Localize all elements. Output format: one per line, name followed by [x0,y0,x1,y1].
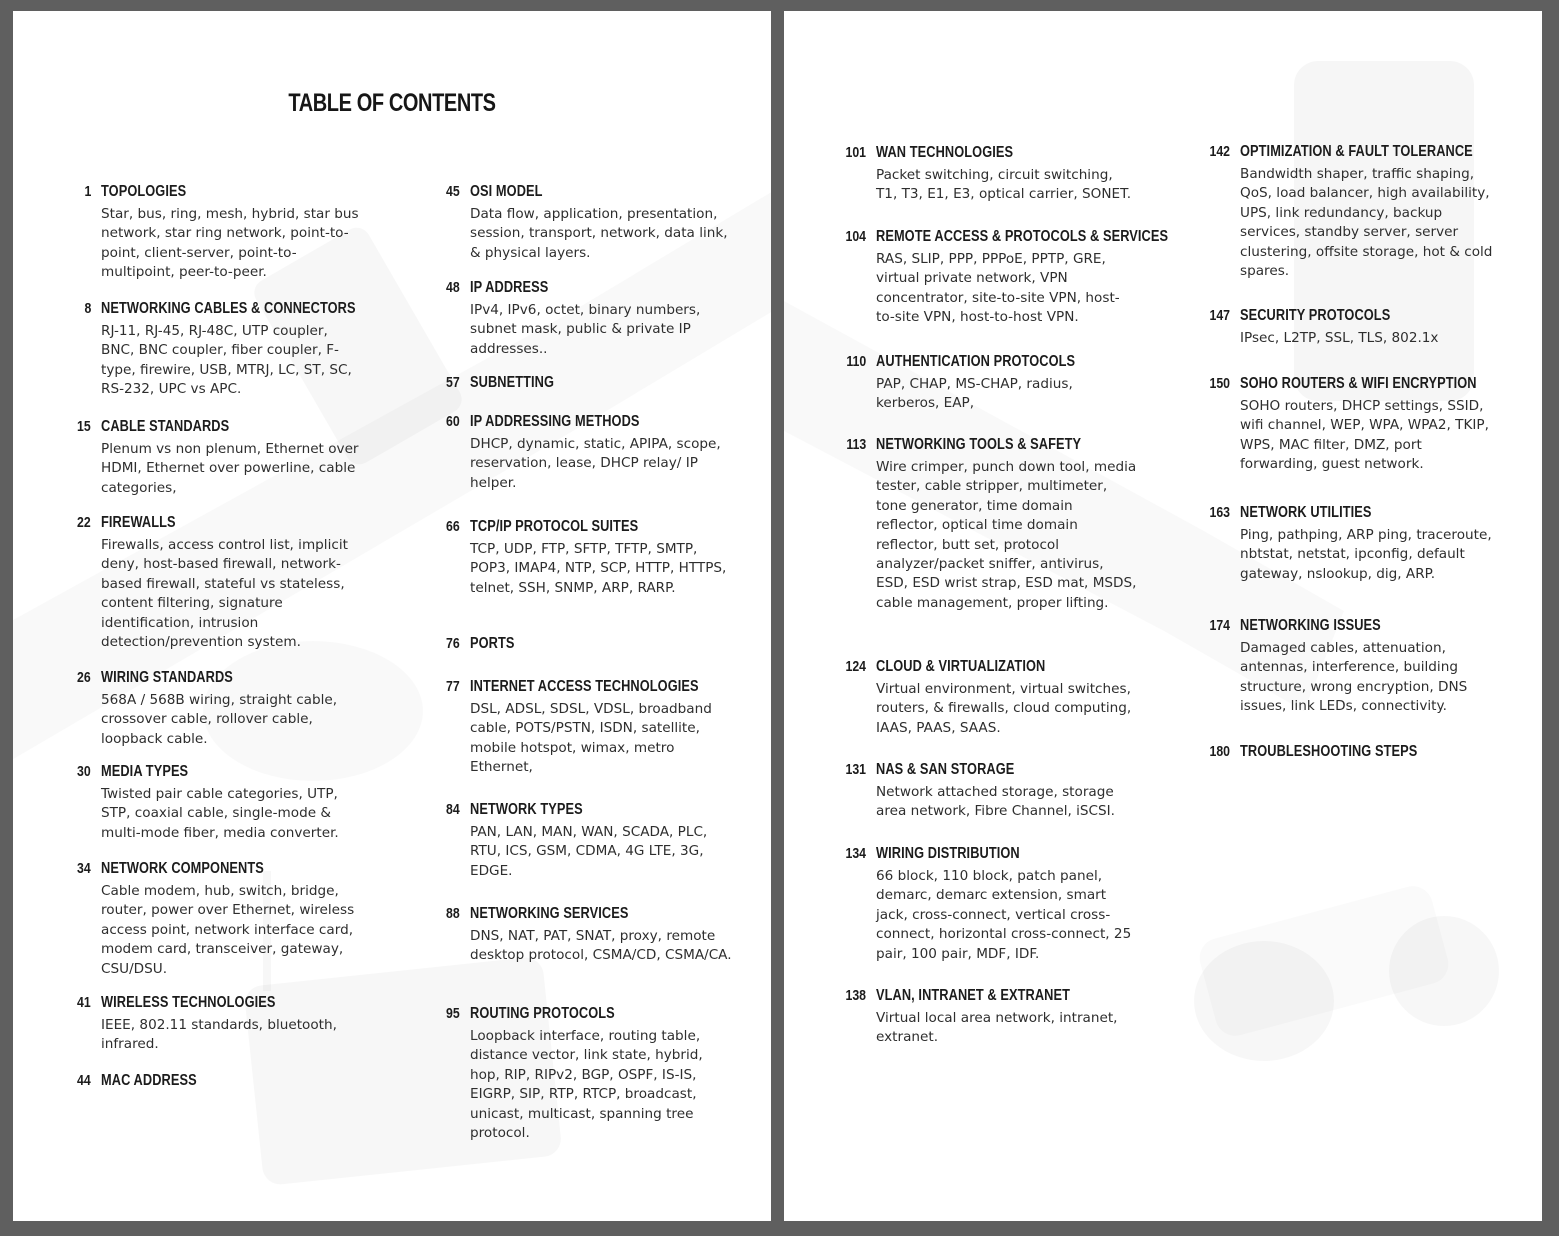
section-title: CLOUD & VIRTUALIZATION [876,658,1046,675]
page-number: 66 [446,518,460,535]
page-number: 101 [845,144,866,161]
toc-entry-security-protocols [1209,305,1540,348]
toc-entry-vlan-intranet-and-extranet [845,985,1176,1048]
section-title: SUBNETTING [470,374,554,391]
toc-entry-cloud-and-virtualization [845,656,1176,738]
section-title: VLAN, INTRANET & EXTRANET [876,987,1070,1004]
page-number: 34 [77,860,91,877]
toc-entry-osi-model [446,181,770,263]
section-title: IP ADDRESS [470,279,549,296]
toc-entry-network-utilities [1209,502,1540,584]
section-description: RAS, SLIP, PPP, PPPoE, PPTP, GRE, virtual private network, VPN concentrator, site-to-site VPN, host-to-site VPN, host-to-host VPN. [876,251,1120,326]
section-description: Virtual environment, virtual switches, routers, & firewalls, cloud computing, IAAS, PAAS, SAAS. [876,681,1132,736]
page-number: 8 [84,300,91,317]
section-title: PORTS [470,635,515,652]
page-number: 124 [845,658,866,675]
page-number: 142 [1209,143,1230,160]
page-number: 30 [77,763,91,780]
left-page [13,11,771,1221]
section-description: 66 block, 110 block, patch panel, demarc, demarc extension, smart jack, cross-connect, vertical cross-connect, horizontal cross-connect, 25 pair, 100 pair, MDF, IDF. [876,868,1132,962]
section-title: TCP/IP PROTOCOL SUITES [470,518,639,535]
page-number: 26 [77,669,91,686]
section-description: Damaged cables, attenuation, antennas, interference, building structure, wrong encryption, DNS issues, link LEDs, connectivity. [1240,640,1468,715]
section-description: Plenum vs non plenum, Ethernet over HDMI, Ethernet over powerline, cable categories, [101,441,359,496]
section-title: WAN TECHNOLOGIES [876,144,1014,161]
page-number: 88 [446,905,460,922]
section-title: INTERNET ACCESS TECHNOLOGIES [470,678,699,695]
section-title: WIRING STANDARDS [101,669,233,686]
page-number: 60 [446,413,460,430]
page-number: 134 [845,845,866,862]
page-number: 150 [1209,375,1230,392]
section-title: NETWORK TYPES [470,801,583,818]
section-title: SOHO ROUTERS & WIFI ENCRYPTION [1240,375,1477,392]
toc-entry-media-types [77,761,401,843]
toc-entry-ports [446,633,770,655]
section-title: NETWORK COMPONENTS [101,860,264,877]
page-number: 48 [446,279,460,296]
section-title: OSI MODEL [470,183,543,200]
toc-entry-cable-standards [77,416,401,498]
section-title: TROUBLESHOOTING STEPS [1240,743,1418,760]
page-number: 22 [77,514,91,531]
section-description: DHCP, dynamic, static, APIPA, scope, reservation, lease, DHCP relay/ IP helper. [470,436,721,491]
toc-entry-tcp-ip-protocol-suites [446,516,770,598]
section-description: IPv4, IPv6, octet, binary numbers, subnet mask, public & private IP addresses.. [470,302,701,357]
section-description: Bandwidth shaper, traffic shaping, QoS, load balancer, high availability, UPS, link redundancy, backup services, standby server, server clustering, offsite storage, hot & cold spares. [1240,166,1493,280]
section-title: ROUTING PROTOCOLS [470,1005,615,1022]
section-title: TOPOLOGIES [101,183,187,200]
toc-entry-troubleshooting-steps [1209,741,1540,763]
section-description: Network attached storage, storage area network, Fibre Channel, iSCSI. [876,784,1115,820]
section-title: NAS & SAN STORAGE [876,761,1015,778]
toc-entry-wan-technologies [845,142,1176,205]
page-number: 113 [846,436,866,453]
toc-entry-network-types [446,799,770,881]
section-description: Twisted pair cable categories, UTP, STP, coaxial cable, single-mode & multi-mode fiber, media converter. [101,786,339,841]
toc-entry-networking-tools-and-safety [846,434,1176,613]
toc-entry-ip-addressing-methods [446,411,770,493]
toc-entry-nas-and-san-storage [845,759,1176,822]
page-number: 163 [1209,504,1230,521]
section-description: RJ-11, RJ-45, RJ-48C, UTP coupler, BNC, BNC coupler, fiber coupler, F-type, firewire, USB, MTRJ, LC, ST, SC, RS-232, UPC vs APC. [101,323,352,398]
section-description: PAN, LAN, MAN, WAN, SCADA, PLC, RTU, ICS, GSM, CDMA, 4G LTE, 3G, EDGE. [470,824,708,879]
section-description: Ping, pathping, ARP ping, traceroute, nbtstat, netstat, ipconfig, default gateway, nslookup, dig, ARP. [1240,527,1492,582]
section-title: WIRING DISTRIBUTION [876,845,1020,862]
section-title: MAC ADDRESS [101,1072,197,1089]
toc-entry-routing-protocols [446,1003,770,1143]
toc-entry-network-components [77,858,401,979]
section-title: NETWORK UTILITIES [1240,504,1372,521]
section-description: Firewalls, access control list, implicit deny, host-based firewall, network-based firewall, stateful vs stateless, content filtering, signature identification, intrusion detection/prevention system. [101,537,348,651]
toc-entry-internet-access-technologies [446,676,770,778]
toc-entry-optimization-and-fault-tolerance [1209,141,1540,281]
toc-entry-wiring-standards [77,667,401,749]
section-description: IPsec, L2TP, SSL, TLS, 802.1x [1240,330,1439,346]
page-number: 15 [77,418,91,435]
section-description: Star, bus, ring, mesh, hybrid, star bus network, star ring network, point-to-point, client-server, point-to-multipoint, peer-to-peer. [101,206,359,281]
section-description: PAP, CHAP, MS-CHAP, radius, kerberos, EAP, [876,376,1073,412]
section-title: REMOTE ACCESS & PROTOCOLS & SERVICES [876,228,1169,245]
toc-entry-networking-services [446,903,770,966]
section-description: DSL, ADSL, SDSL, VDSL, broadband cable, POTS/PSTN, ISDN, satellite, mobile hotspot, wimax, metro Ethernet, [470,701,712,776]
section-title: SECURITY PROTOCOLS [1240,307,1391,324]
toc-entry-networking-cables-and-connectors [84,298,401,400]
section-description: IEEE, 802.11 standards, bluetooth, infrared. [101,1017,337,1053]
page-number: 110 [846,353,866,370]
toc-entry-firewalls [77,512,401,652]
toc-entry-subnetting [446,372,770,394]
page-number: 104 [845,228,866,245]
page-number: 44 [77,1072,91,1089]
section-title: IP ADDRESSING METHODS [470,413,640,430]
toc-title: TABLE OF CONTENTS [288,89,496,117]
section-title: FIREWALLS [101,514,176,531]
section-title: NETWORKING SERVICES [470,905,629,922]
page-number: 138 [845,987,866,1004]
section-description: Cable modem, hub, switch, bridge, router, power over Ethernet, wireless access point, network interface card, modem card, transceiver, gateway, CSU/DSU. [101,883,355,977]
section-description: Loopback interface, routing table, distance vector, link state, hybrid, hop, RIP, RIPv2, BGP, OSPF, IS-IS, EIGRP, SIP, RTP, RTCP, broadcast, unicast, multicast, spanning tree protocol. [470,1028,703,1142]
toc-entry-soho-routers-and-wifi-encryption [1209,373,1540,475]
page-number: 95 [446,1005,460,1022]
toc-entry-remote-access-and-protocols-and-services [845,226,1176,328]
section-description: SOHO routers, DHCP settings, SSID, wifi channel, WEP, WPA, WPA2, TKIP, WPS, MAC filter, DMZ, port forwarding, guest network. [1240,398,1489,473]
right-page [784,11,1542,1221]
section-description: Virtual local area network, intranet, extranet. [876,1010,1118,1046]
page-number: 76 [446,635,460,652]
section-title: AUTHENTICATION PROTOCOLS [876,353,1076,370]
section-description: Data flow, application, presentation, session, transport, network, data link, & physical layers. [470,206,728,261]
section-title: NETWORKING ISSUES [1240,617,1381,634]
page-number: 147 [1209,307,1230,324]
page-number: 131 [845,761,866,778]
section-title: CABLE STANDARDS [101,418,230,435]
toc-entry-topologies [84,181,401,283]
section-description: Packet switching, circuit switching, T1, T3, E1, E3, optical carrier, SONET. [876,167,1132,203]
page-number: 45 [446,183,460,200]
page-number: 57 [446,374,460,391]
toc-entry-networking-issues [1209,615,1540,717]
section-title: WIRELESS TECHNOLOGIES [101,994,276,1011]
toc-entry-authentication-protocols [846,351,1176,414]
toc-entry-wireless-technologies [77,992,401,1055]
section-title: MEDIA TYPES [101,763,189,780]
section-description: TCP, UDP, FTP, SFTP, TFTP, SMTP, POP3, IMAP4, NTP, SCP, HTTP, HTTPS, telnet, SSH, SNMP, ARP, RARP. [470,541,727,596]
page-number: 84 [446,801,460,818]
section-description: Wire crimper, punch down tool, media tester, cable stripper, multimeter, tone generator, time domain reflector, optical time domain reflector, butt set, protocol analyzer/packet sniffer, antivirus, ESD, ESD wrist strap, ESD mat, MSDS, cable management, proper lifting. [876,459,1137,611]
page-number: 1 [84,183,91,200]
section-title: NETWORKING TOOLS & SAFETY [876,436,1082,453]
toc-entry-ip-address [446,277,770,359]
section-description: DNS, NAT, PAT, SNAT, proxy, remote desktop protocol, CSMA/CD, CSMA/CA. [470,928,732,964]
page-number: 180 [1209,743,1230,760]
page-number: 77 [446,678,460,695]
section-title: NETWORKING CABLES & CONNECTORS [101,300,356,317]
page-number: 174 [1209,617,1230,634]
toc-entry-mac-address [77,1070,401,1092]
section-description: 568A / 568B wiring, straight cable, crossover cable, rollover cable, loopback cable. [101,692,338,747]
page-number: 41 [77,994,91,1011]
toc-entry-wiring-distribution [845,843,1176,964]
section-title: OPTIMIZATION & FAULT TOLERANCE [1240,143,1473,160]
